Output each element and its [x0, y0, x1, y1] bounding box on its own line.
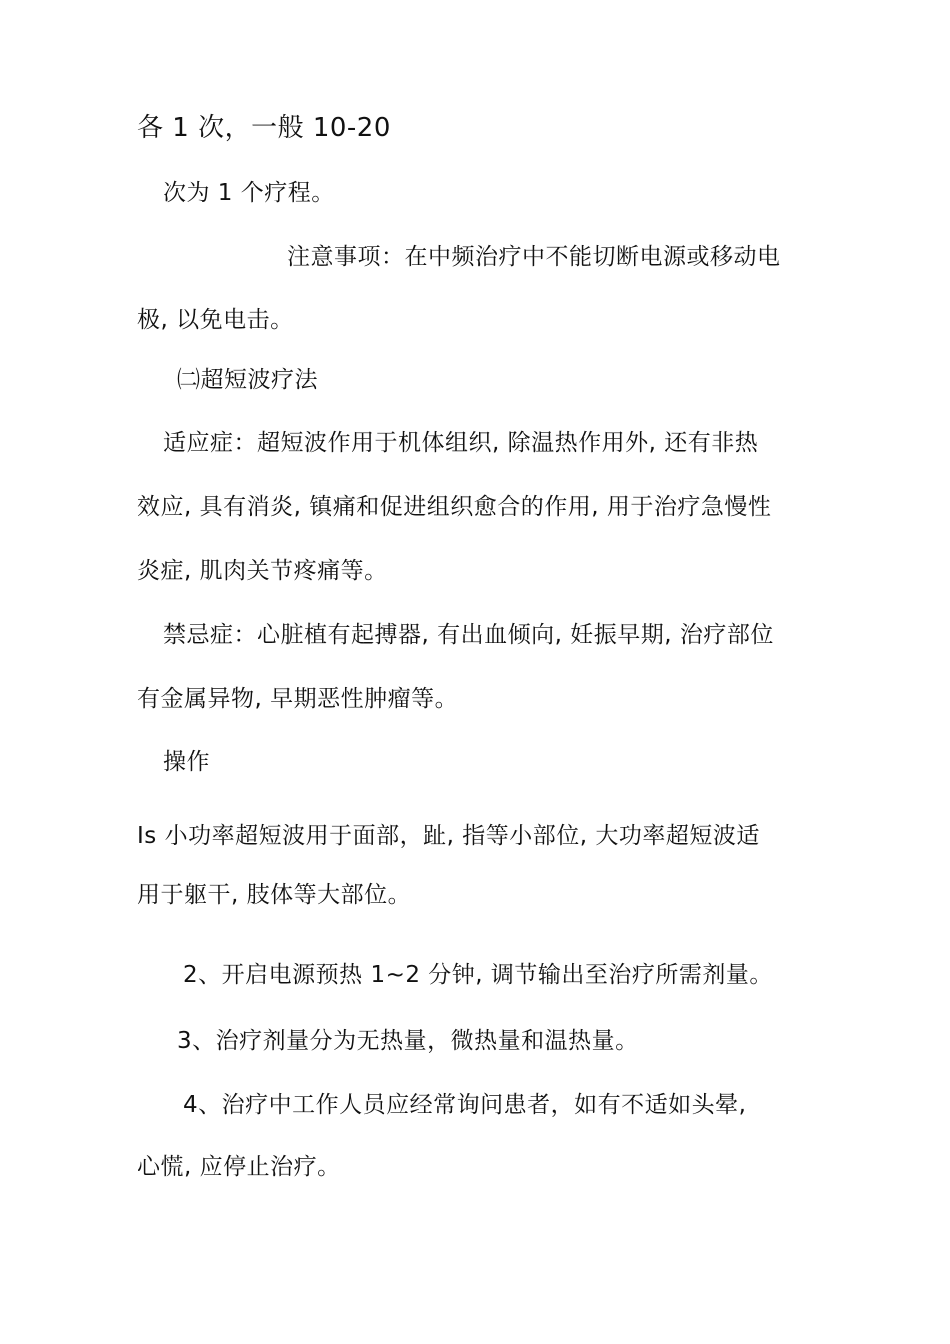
- text-line-9: 禁忌症：心脏植有起搏器, 有出血倾向, 妊振早期, 治疗部位: [163, 622, 774, 648]
- text-line-12: Is 小功率超短波用于面部，趾, 指等小部位, 大功率超短波适: [137, 823, 760, 849]
- section-heading: ㈡超短波疗法: [177, 367, 318, 393]
- text-line-13: 用于躯干, 肢体等大部位。: [137, 882, 412, 908]
- text-line-15: 3、治疗剂量分为无热量，微热量和温热量。: [177, 1028, 639, 1054]
- text-line-4: 极, 以免电击。: [137, 307, 294, 333]
- text-line-16: 4、治疗中工作人员应经常询问患者，如有不适如头晕,: [183, 1092, 747, 1118]
- text-line-17: 心慌, 应停止治疗。: [137, 1154, 341, 1180]
- text-line-2: 次为 1 个疗程。: [163, 180, 335, 206]
- text-line-14: 2、开启电源预热 1~2 分钟, 调节输出至治疗所需剂量。: [183, 962, 773, 988]
- text-line-10: 有金属异物, 早期恶性肿瘤等。: [137, 686, 459, 712]
- text-line-3: 注意事项：在中频治疗中不能切断电源或移动电: [287, 244, 781, 270]
- text-line-11: 操作: [163, 749, 210, 775]
- text-line-8: 炎症, 肌肉关节疼痛等。: [137, 558, 388, 584]
- text-line-1: 各 1 次，一般 10-20: [137, 113, 391, 143]
- text-line-6: 适应症：超短波作用于机体组织, 除温热作用外, 还有非热: [163, 430, 759, 456]
- text-line-7: 效应, 具有消炎, 镇痛和促进组织愈合的作用, 用于治疗急慢性: [137, 494, 772, 520]
